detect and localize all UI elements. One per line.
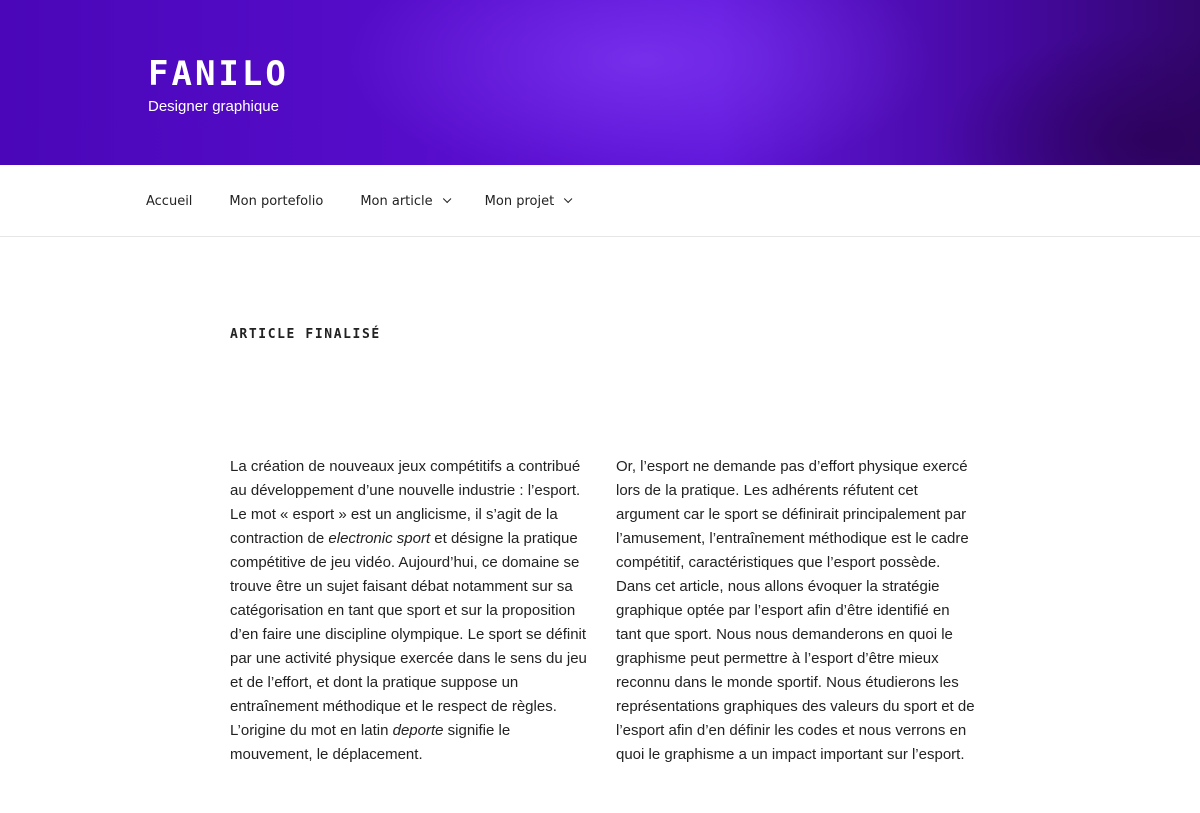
chevron-down-icon[interactable] [443, 195, 451, 203]
nav-item-mon-article[interactable] [360, 194, 447, 209]
nav-item-label: Accueil [146, 193, 193, 209]
emphasis-text: electronic sport [328, 530, 431, 547]
nav-item-label: Mon article [360, 193, 433, 209]
article-paragraph-right [616, 455, 976, 767]
nav-item-label: Mon portefolio [229, 193, 324, 209]
nav-menu [146, 165, 606, 237]
paragraph-text: et désigne la pratique compétitive de jeu vidéo. Aujourd’hui, ce domaine se trouve être un sujet faisant débat notamment sur sa catégorisation en tant que sport et sur la proposition d’en faire une discipline olympique. Le sport se définit par une activité physique exercée dans le sens du jeu et de l’effort, et dont la pratique suppose un entraînement méthodique et le respect de règles. L’origine du mot en latin [230, 530, 587, 739]
paragraph-text: Or, l’esport ne demande pas d’effort physique exercé lors de la pratique. Les adhérents réfutent cet argument car le sport se définirait principalement par l’amusement, l’entraînement méthodique est le cadre compétitif, caractéristiques que l’esport possède. Dans cet article, nous allons évoquer la stratégie graphique optée par l’esport afin d’être identifié en tant que sport. Nous nous demanderons en quoi le graphisme peut permettre à l’esport d’être mieux reconnu dans le monde sportif. Nous étudierons les représentations graphiques des valeurs du sport et de l’esport afin d’en définir les codes et nous verrons en quoi le graphisme a un impact important sur l’esport. [616, 458, 975, 763]
page-title: ARTICLE FINALISÉ [230, 327, 381, 342]
nav-item-mon-projet[interactable] [485, 194, 570, 209]
site-tagline: Designer graphique [148, 98, 279, 115]
nav-item-accueil[interactable] [146, 194, 192, 209]
paragraph-text: La création de nouveaux jeux compétitifs a contribué au développement d’une nouvelle industrie : l’esport. Le mot « esport » est un anglicisme, il s’agit de la contraction de [230, 458, 581, 547]
paragraph-text: signifie le mouvement, le déplacement. [230, 722, 511, 763]
emphasis-text: deporte [392, 722, 444, 739]
nav-item-label: Mon projet [484, 193, 555, 209]
article-paragraph-left [230, 455, 590, 767]
chevron-down-icon[interactable] [564, 195, 572, 203]
nav-item-mon-portefolio[interactable] [229, 194, 323, 209]
site-title-link[interactable]: FANILO [148, 54, 289, 94]
main-navigation [0, 165, 1200, 237]
site-header [0, 0, 1200, 165]
